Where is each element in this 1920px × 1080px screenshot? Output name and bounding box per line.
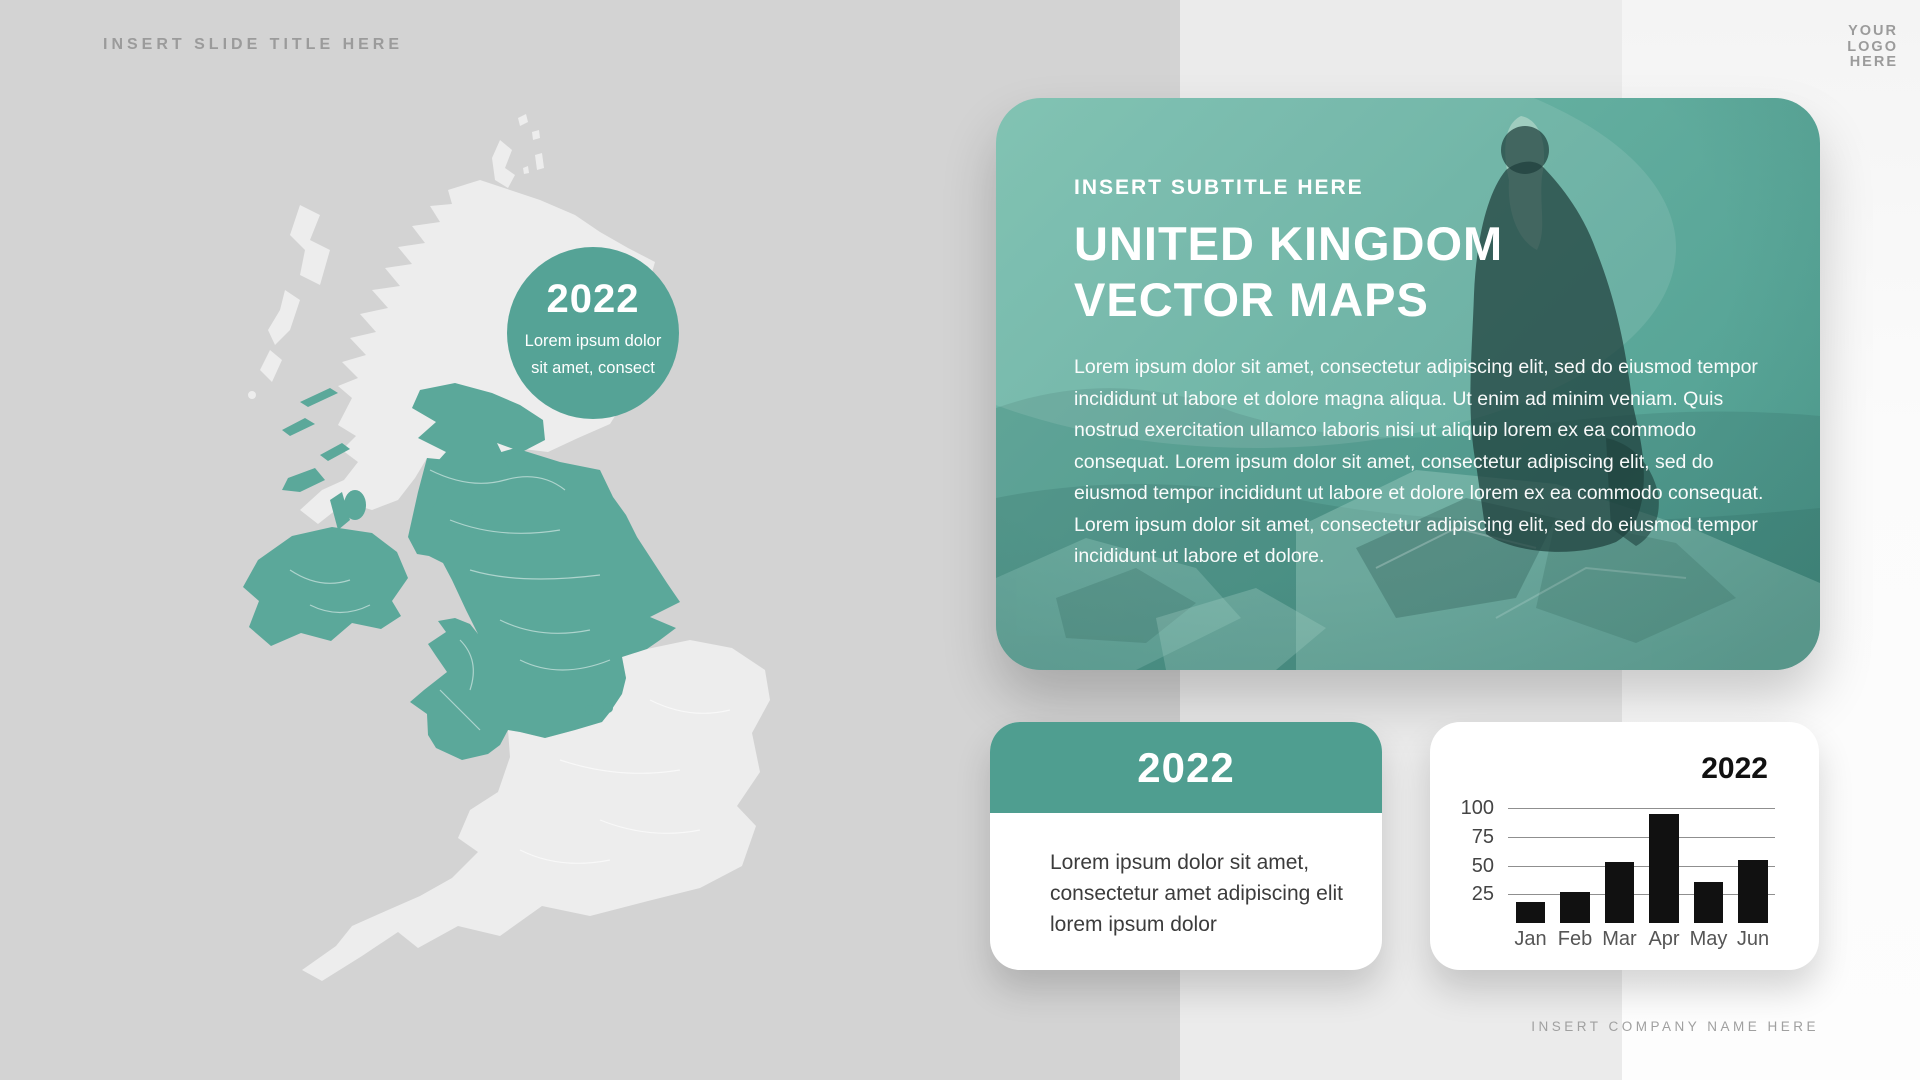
badge-text: Lorem ipsum dolor sit amet, consect (524, 332, 662, 377)
chart-xtick-label: Jan (1514, 928, 1547, 950)
chart-bar-feb (1560, 892, 1590, 923)
chart-bar-apr (1649, 814, 1679, 923)
hero-title (1074, 216, 1774, 328)
hero-subtitle: INSERT SUBTITLE HERE (1074, 176, 1364, 199)
chart-gridline (1508, 808, 1775, 809)
hero-title-line-1: UNITED KINGDOM (1074, 217, 1504, 270)
badge-year: 2022 (546, 277, 640, 321)
chart-ytick-label: 50 (1471, 854, 1494, 877)
chart-gridline (1508, 866, 1775, 867)
chart-card (1430, 722, 1819, 970)
chart-bar-jun (1738, 860, 1768, 923)
slide-title-placeholder: INSERT SLIDE TITLE HERE (103, 36, 404, 53)
info-card-header (990, 722, 1382, 813)
chart-ytick-label: 100 (1460, 797, 1494, 819)
hero-title-line-2: VECTOR MAPS (1074, 273, 1429, 326)
chart-plot (1508, 808, 1775, 923)
chart-bar-mar (1605, 862, 1635, 923)
logo-line-3: HERE (1849, 54, 1898, 70)
chart-gridline (1508, 837, 1775, 838)
hero-card (996, 98, 1820, 670)
chart-ytick-label: 25 (1471, 883, 1494, 906)
map-enclave-dot (603, 703, 613, 713)
info-card-year: 2022 (1137, 744, 1235, 791)
map-region-hebrides (248, 205, 330, 399)
logo-line-2: LOGO (1847, 38, 1898, 55)
chart-ytick-label: 75 (1471, 825, 1494, 848)
logo-line-1: YOUR (1848, 23, 1898, 39)
map-region-northern-ireland (243, 527, 408, 646)
map-region-orkney-shetland (492, 114, 544, 188)
logo-placeholder (1847, 24, 1898, 71)
map-enclave-dot (585, 705, 595, 715)
chart-bar-jan (1516, 902, 1546, 923)
chart-bar-may (1694, 882, 1724, 923)
hero-body-text: Lorem ipsum dolor sit amet, consectetur adipiscing elit, sed do eiusmod tempor incididunt ut labore et dolore magna aliqua. Ut enim ad minim veniam. Quis nostrud exercitation ullamco laboris nisi ut aliquip lorem ex ea commodo consequat. Lorem ipsum dolor sit amet, consectetur adipiscing elit, sed do eiusmod tempor incididunt ut labore et dolore lorem ex ea commodo consequat. Lorem ipsum dolor sit amet, consectetur adipiscing elit, sed do eiusmod tempor incididunt ut labore et dolore. (1074, 356, 1764, 567)
info-card (990, 722, 1382, 970)
chart-title: 2022 (1701, 752, 1768, 785)
info-card-body: Lorem ipsum dolor sit amet, consectetur amet adipiscing elit lorem ipsum dolor (1050, 851, 1343, 936)
chart-gridline (1508, 894, 1775, 895)
chart-xtick-label: Jun (1736, 928, 1770, 950)
chart-xtick-label: Mar (1602, 928, 1637, 950)
chart-xtick-label: Apr (1648, 928, 1680, 950)
chart-xtick-label: May (1689, 928, 1728, 950)
company-name-placeholder: INSERT COMPANY NAME HERE (1531, 1019, 1819, 1034)
map-year-badge (507, 247, 679, 419)
uk-vector-map (230, 100, 775, 1000)
chart-xtick-label: Feb (1557, 928, 1593, 950)
